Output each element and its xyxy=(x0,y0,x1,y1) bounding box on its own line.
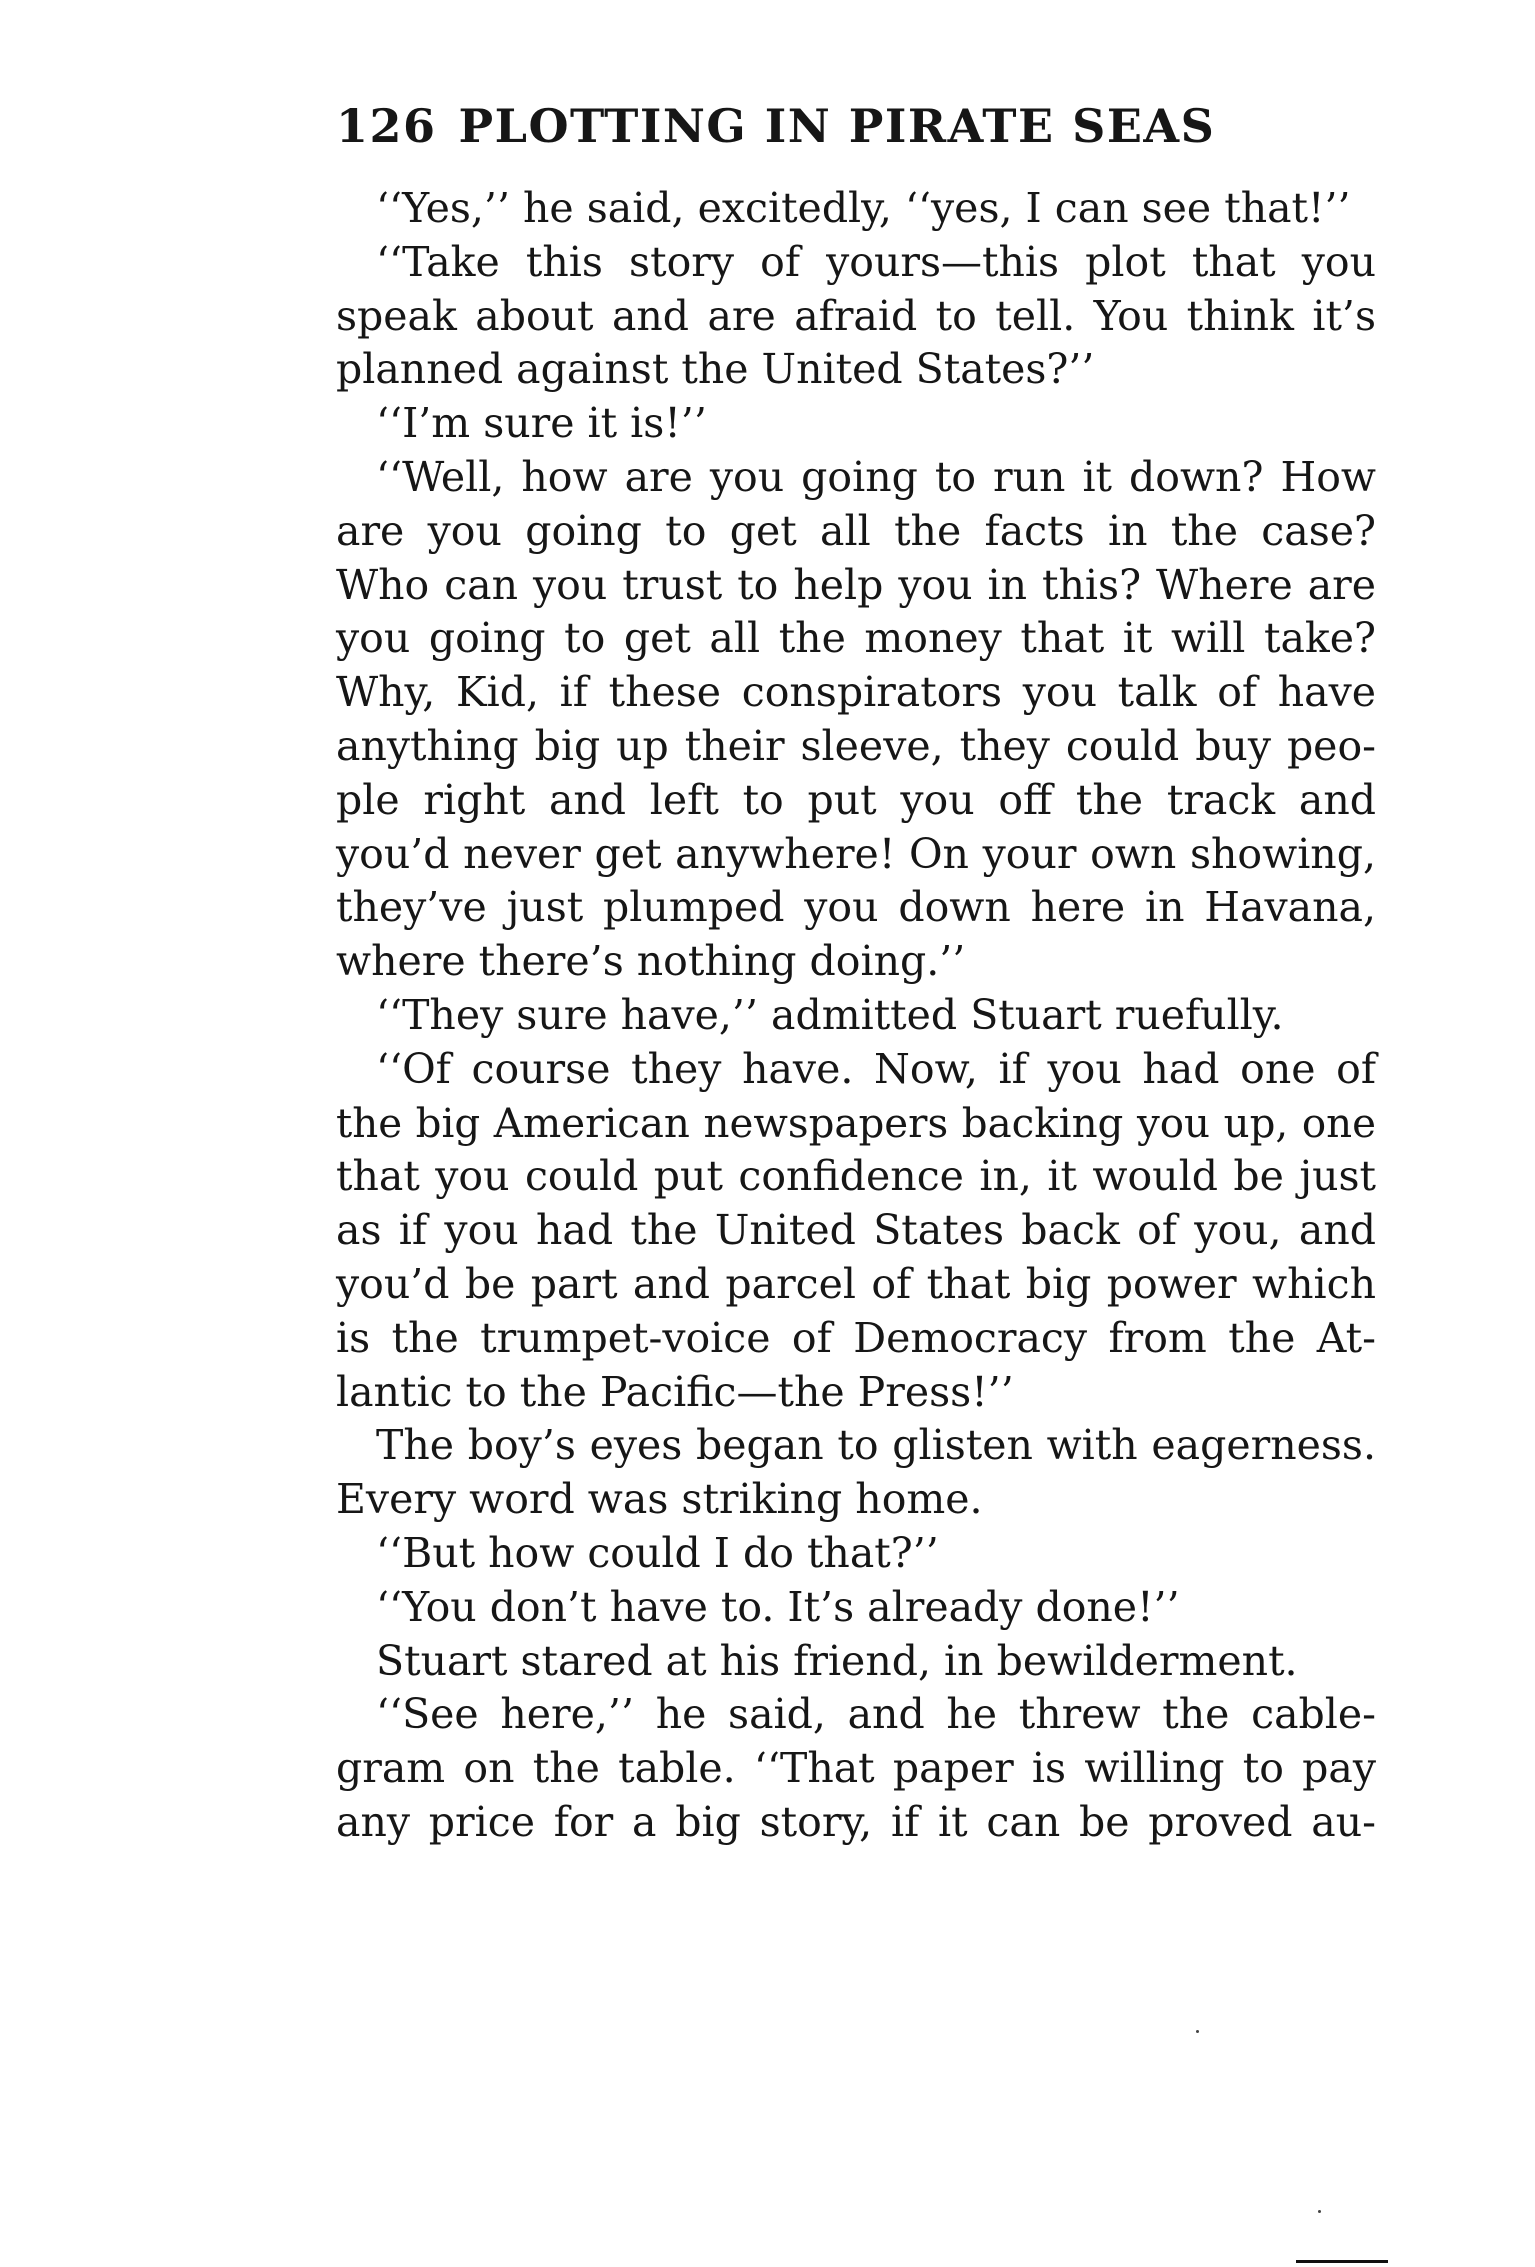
bottom-rule xyxy=(1296,2260,1388,2263)
text-line: are you going to get all the facts in the case? xyxy=(336,506,1376,555)
text-line: gram on the table. ‘‘That paper is willing to pay xyxy=(336,1744,1376,1793)
running-header xyxy=(336,98,1376,154)
speck-mark xyxy=(1318,2210,1321,2213)
text-line: ‘‘Take this story of yours—this plot that you xyxy=(376,237,1376,286)
text-line: ‘‘You don’t have to. It’s already done!’’ xyxy=(376,1582,1180,1631)
text-line: as if you had the United States back of you, and xyxy=(336,1206,1376,1255)
text-line: ple right and left to put you off the track and xyxy=(336,775,1376,824)
text-line: they’ve just plumped you down here in Havana, xyxy=(336,883,1376,932)
text-line: ‘‘Yes,’’ he said, excitedly, ‘‘yes, I can see that!’’ xyxy=(376,184,1351,232)
text-line: ‘‘I’m sure it is!’’ xyxy=(376,399,707,448)
text-line: you’d never get anywhere! On your own showing, xyxy=(336,829,1376,878)
text-line: where there’s nothing doing.’’ xyxy=(336,937,966,986)
running-title: PLOTTING IN PIRATE SEAS xyxy=(458,99,1216,153)
text-line: speak about and are afraid to tell. You think it’s xyxy=(336,291,1376,340)
text-line: is the trumpet-voice of Democracy from the At- xyxy=(336,1313,1376,1362)
text-line: The boy’s eyes began to glisten with eagerness. xyxy=(376,1421,1376,1470)
text-line: you going to get all the money that it will take? xyxy=(336,614,1376,663)
text-line: Stuart stared at his friend, in bewilderment. xyxy=(376,1636,1298,1685)
text-line: ‘‘Well, how are you going to run it down? How xyxy=(376,452,1376,501)
text-line: the big American newspapers backing you up, one xyxy=(336,1099,1376,1147)
text-line: Every word was striking home. xyxy=(336,1475,983,1524)
text-line: you’d be part and parcel of that big power which xyxy=(336,1259,1376,1308)
text-line: planned against the United States?’’ xyxy=(336,345,1095,394)
speck-mark xyxy=(1196,2030,1199,2033)
page-number: 126 xyxy=(336,99,437,153)
text-line: ‘‘They sure have,’’ admitted Stuart ruefully. xyxy=(376,990,1284,1039)
text-line: Why, Kid, if these conspirators you talk of have xyxy=(336,668,1376,717)
text-line: ‘‘But how could I do that?’’ xyxy=(376,1528,939,1577)
text-line: ‘‘Of course they have. Now, if you had one of xyxy=(376,1044,1376,1093)
text-line: anything big up their sleeve, they could buy peo- xyxy=(336,721,1376,770)
body-text xyxy=(336,182,1376,1850)
text-line: that you could put confidence in, it would be just xyxy=(336,1152,1376,1201)
text-line: Who can you trust to help you in this? Where are xyxy=(336,560,1376,609)
text-line: lantic to the Pacific—the Press!’’ xyxy=(336,1367,1014,1416)
text-line: any price for a big story, if it can be proved au- xyxy=(336,1797,1376,1846)
text-line: ‘‘See here,’’ he said, and he threw the cable- xyxy=(376,1690,1376,1739)
